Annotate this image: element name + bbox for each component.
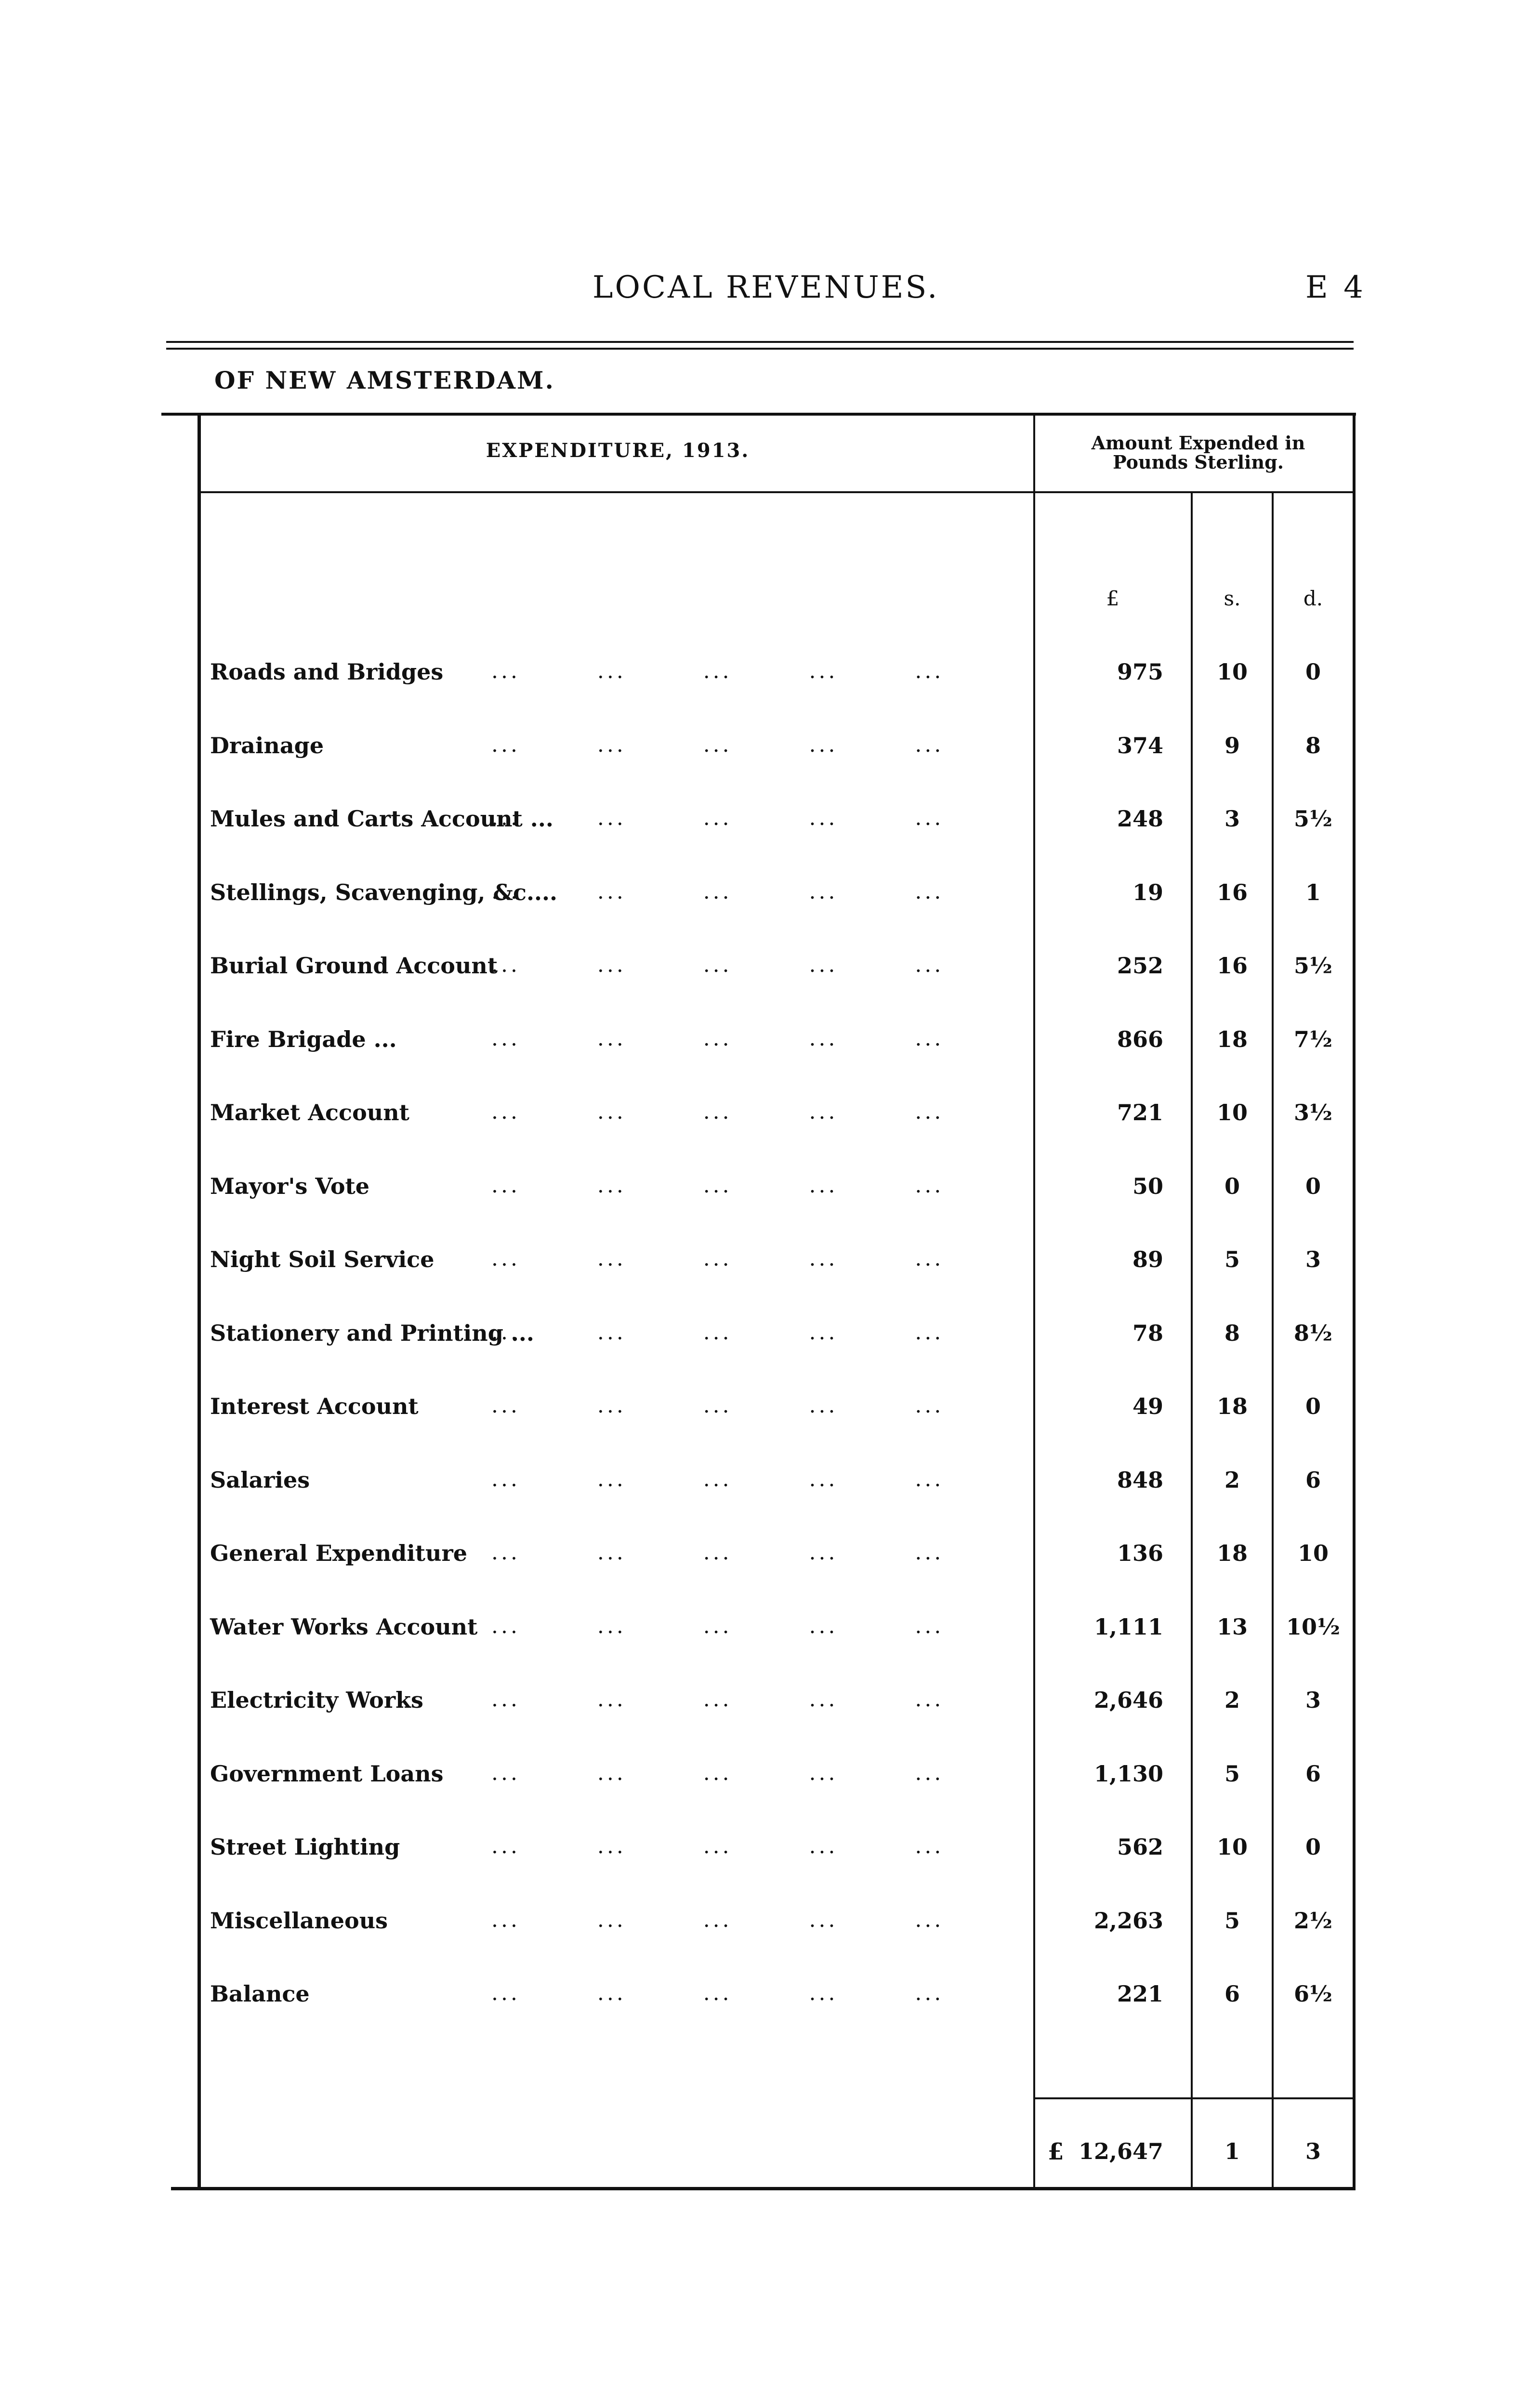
page-header-title: LOCAL REVENUES. (592, 270, 939, 305)
row-pence: 6½ (1294, 1981, 1332, 2007)
amount-column-header (1038, 433, 1358, 472)
row-pounds: 374 (1117, 733, 1163, 759)
row-label: Roads and Bridges (210, 659, 444, 685)
row-shillings: 8 (1224, 1320, 1240, 1346)
pence-unit-label: d. (1303, 587, 1323, 610)
table-left-border (197, 413, 201, 2190)
total-top-rule (1035, 2097, 1353, 2099)
row-pence: 7½ (1294, 1026, 1332, 1052)
leader-dots: ... ... ... ... ... (491, 659, 944, 683)
total-shillings: 1 (1224, 2138, 1240, 2164)
row-label: Interest Account (210, 1393, 419, 1419)
row-shillings: 16 (1216, 953, 1248, 979)
row-pounds: 562 (1117, 1834, 1163, 1860)
row-pence: 2½ (1294, 1908, 1332, 1934)
row-pence: 0 (1305, 1834, 1321, 1860)
leader-dots: ... ... ... ... ... (491, 1393, 944, 1418)
leader-dots: ... ... ... ... ... (491, 1834, 944, 1858)
description-column-divider (1033, 413, 1035, 2190)
section-subtitle: OF NEW AMSTERDAM. (214, 366, 555, 394)
row-pounds: 1,130 (1093, 1761, 1163, 1787)
row-pence: 1 (1305, 879, 1321, 905)
row-pounds: 19 (1132, 879, 1163, 905)
header-rule-top (166, 341, 1354, 343)
amount-header-line-2: Pounds Sterling. (1113, 451, 1284, 473)
row-label: Market Account (210, 1099, 409, 1125)
leader-dots: ... ... ... ... ... (491, 1981, 944, 2005)
row-shillings: 5 (1224, 1761, 1240, 1787)
row-label: Fire Brigade ... (210, 1026, 397, 1052)
row-pounds: 848 (1117, 1467, 1163, 1493)
row-shillings: 16 (1216, 879, 1248, 905)
table-top-border (161, 413, 1356, 416)
row-pence: 5½ (1294, 953, 1332, 979)
row-pounds: 78 (1132, 1320, 1163, 1346)
row-pounds: 866 (1117, 1026, 1163, 1052)
total-pound-symbol: £ (1048, 2138, 1064, 2165)
leader-dots: ... ... ... ... ... (491, 1908, 944, 1932)
leader-dots: ... ... ... ... ... (491, 733, 944, 757)
row-shillings: 5 (1224, 1246, 1240, 1272)
row-label: General Expenditure (210, 1540, 467, 1566)
row-shillings: 2 (1224, 1687, 1240, 1713)
row-label: Drainage (210, 733, 324, 759)
leader-dots: ... ... ... ... ... (491, 1467, 944, 1492)
row-pence: 3½ (1294, 1099, 1332, 1125)
row-shillings: 2 (1224, 1467, 1240, 1493)
shillings-unit-label: s. (1224, 587, 1241, 610)
row-pounds: 221 (1117, 1981, 1163, 2007)
row-shillings: 5 (1224, 1908, 1240, 1934)
row-label: Miscellaneous (210, 1908, 388, 1934)
table-right-border (1353, 413, 1356, 2190)
row-label: Salaries (210, 1467, 310, 1493)
row-label: Stellings, Scavenging, &c.... (210, 879, 558, 905)
row-pence: 8½ (1294, 1320, 1332, 1346)
row-shillings: 18 (1216, 1026, 1248, 1052)
row-shillings: 6 (1224, 1981, 1240, 2007)
row-label: Water Works Account (210, 1614, 478, 1640)
row-shillings: 18 (1216, 1540, 1248, 1566)
row-shillings: 10 (1216, 1834, 1248, 1860)
row-label: Mules and Carts Account ... (210, 806, 553, 832)
header-bottom-border (201, 491, 1353, 493)
row-pence: 6 (1305, 1467, 1321, 1493)
row-shillings: 13 (1216, 1614, 1248, 1640)
leader-dots: ... ... ... ... ... (491, 1026, 944, 1051)
row-shillings: 3 (1224, 806, 1240, 832)
row-pounds: 975 (1117, 659, 1163, 685)
amount-header-line-1: Amount Expended in (1091, 432, 1305, 454)
leader-dots: ... ... ... ... ... (491, 879, 944, 904)
leader-dots: ... ... ... ... ... (491, 953, 944, 977)
row-pence: 0 (1305, 1173, 1321, 1199)
row-pence: 3 (1305, 1246, 1321, 1272)
leader-dots: ... ... ... ... ... (491, 1687, 944, 1712)
pounds-unit-label: £ (1106, 587, 1119, 610)
leader-dots: ... ... ... ... ... (491, 1540, 944, 1565)
row-pence: 0 (1305, 1393, 1321, 1419)
row-label: Street Lighting (210, 1834, 400, 1860)
table-bottom-border (171, 2187, 1356, 2190)
page-code: E 4 (1305, 270, 1366, 305)
row-pence: 10 (1297, 1540, 1329, 1566)
row-label: Burial Ground Account (210, 953, 498, 979)
leader-dots: ... ... ... ... ... (491, 806, 944, 830)
row-pence: 0 (1305, 659, 1321, 685)
row-pounds: 49 (1132, 1393, 1163, 1419)
row-shillings: 10 (1216, 1099, 1248, 1125)
row-pence: 10½ (1286, 1614, 1340, 1640)
leader-dots: ... ... ... ... ... (491, 1173, 944, 1198)
header-rule-bottom (166, 348, 1354, 350)
leader-dots: ... ... ... ... ... (491, 1761, 944, 1785)
row-label: Government Loans (210, 1761, 444, 1787)
row-pounds: 1,111 (1093, 1614, 1163, 1640)
total-pounds: 12,647 (1078, 2138, 1163, 2164)
row-pounds: 2,646 (1093, 1687, 1163, 1713)
row-shillings: 9 (1224, 733, 1240, 759)
leader-dots: ... ... ... ... ... (491, 1246, 944, 1271)
row-pounds: 721 (1117, 1099, 1163, 1125)
row-pounds: 50 (1132, 1173, 1163, 1199)
row-pounds: 136 (1117, 1540, 1163, 1566)
row-pounds: 248 (1117, 806, 1163, 832)
row-shillings: 0 (1224, 1173, 1240, 1199)
leader-dots: ... ... ... ... ... (491, 1320, 944, 1345)
row-label: Stationery and Printing ... (210, 1320, 534, 1346)
row-shillings: 10 (1216, 659, 1248, 685)
row-label: Balance (210, 1981, 310, 2007)
row-pounds: 252 (1117, 953, 1163, 979)
row-pounds: 89 (1132, 1246, 1163, 1272)
row-pence: 3 (1305, 1687, 1321, 1713)
row-label: Mayor's Vote (210, 1173, 370, 1199)
row-label: Night Soil Service (210, 1246, 434, 1272)
total-pence: 3 (1305, 2138, 1321, 2164)
row-pounds: 2,263 (1093, 1908, 1163, 1934)
row-label: Electricity Works (210, 1687, 423, 1713)
row-shillings: 18 (1216, 1393, 1248, 1419)
row-pence: 5½ (1294, 806, 1332, 832)
expenditure-column-header: EXPENDITURE, 1913. (486, 439, 750, 462)
leader-dots: ... ... ... ... ... (491, 1614, 944, 1638)
row-pence: 6 (1305, 1761, 1321, 1787)
row-pence: 8 (1305, 733, 1321, 759)
leader-dots: ... ... ... ... ... (491, 1099, 944, 1124)
